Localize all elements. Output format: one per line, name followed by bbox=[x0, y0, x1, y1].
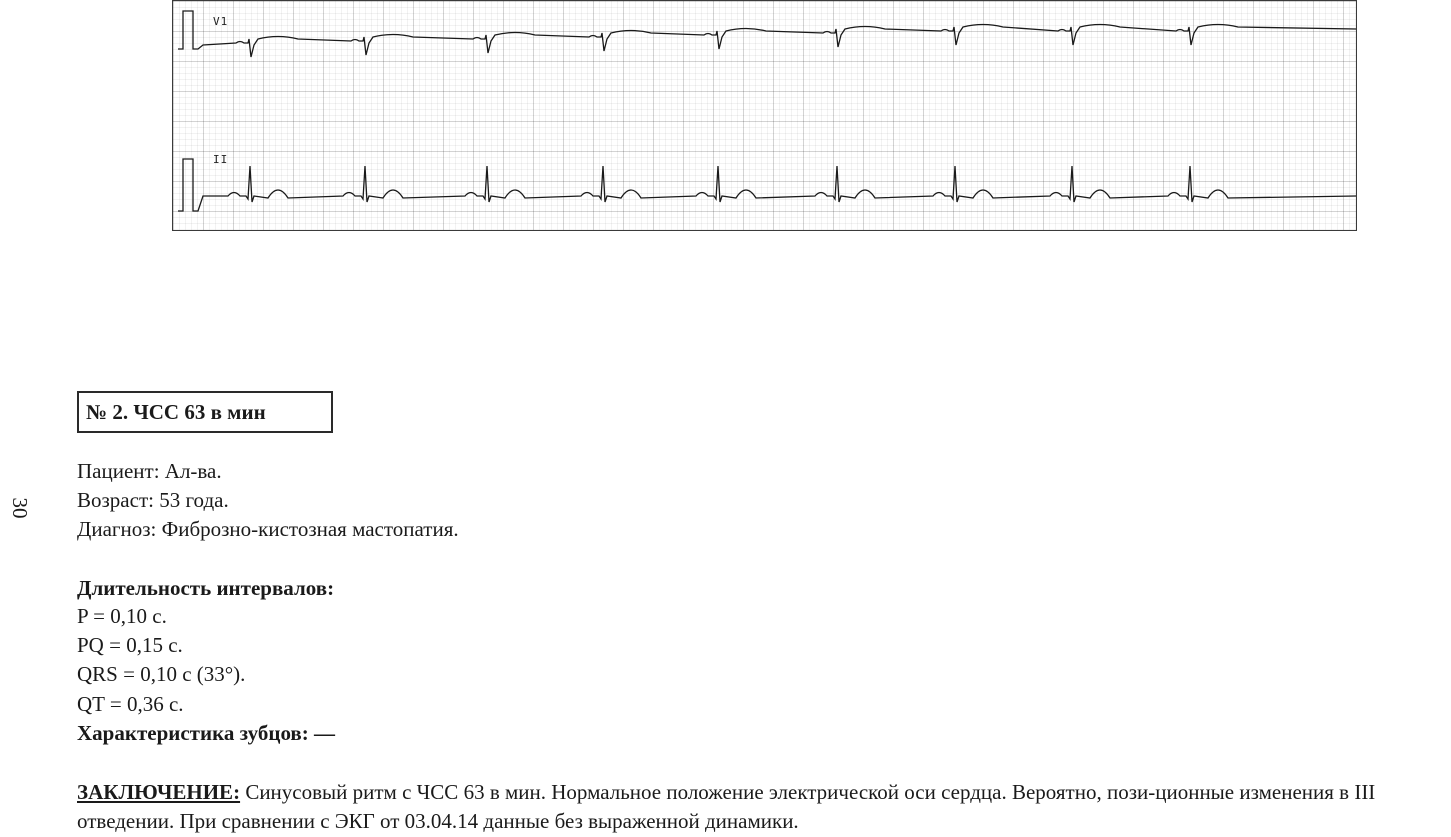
conclusion-text: Синусовый ритм с ЧСС 63 в мин. Нормальное положение электрической оси сердца. Вероятно, пози-ционные изменения в III отведении. При сравнении с ЭКГ от 03.04.14 данные без выраженной динамики. bbox=[77, 780, 1376, 833]
interval-qt: QT = 0,36 с. bbox=[77, 692, 184, 716]
ecg-traces bbox=[173, 1, 1357, 231]
ecg-strip bbox=[172, 0, 1357, 231]
ecg-trace-v1 bbox=[178, 11, 1356, 57]
ecg-trace-ii bbox=[178, 159, 1356, 211]
lead-label-v1: V1 bbox=[213, 15, 229, 28]
waves-heading: Характеристика зубцов: — bbox=[77, 721, 336, 745]
lead-label-ii: II bbox=[213, 153, 229, 166]
patient-diagnosis: Диагноз: Фиброзно-кистозная мастопатия. bbox=[77, 517, 459, 541]
interval-pq: PQ = 0,15 с. bbox=[77, 633, 183, 657]
interval-qrs: QRS = 0,10 с (33°). bbox=[77, 662, 246, 686]
case-title: № 2. ЧСС 63 в мин bbox=[77, 391, 333, 433]
page-number: 30 bbox=[8, 497, 32, 519]
conclusion-label: ЗАКЛЮЧЕНИЕ: bbox=[77, 780, 241, 804]
intervals-heading: Длительность интервалов: bbox=[77, 576, 335, 600]
patient-name: Пациент: Ал-ва. bbox=[77, 459, 222, 483]
conclusion bbox=[77, 778, 1449, 836]
interval-p: P = 0,10 с. bbox=[77, 604, 167, 628]
patient-age: Возраст: 53 года. bbox=[77, 488, 229, 512]
